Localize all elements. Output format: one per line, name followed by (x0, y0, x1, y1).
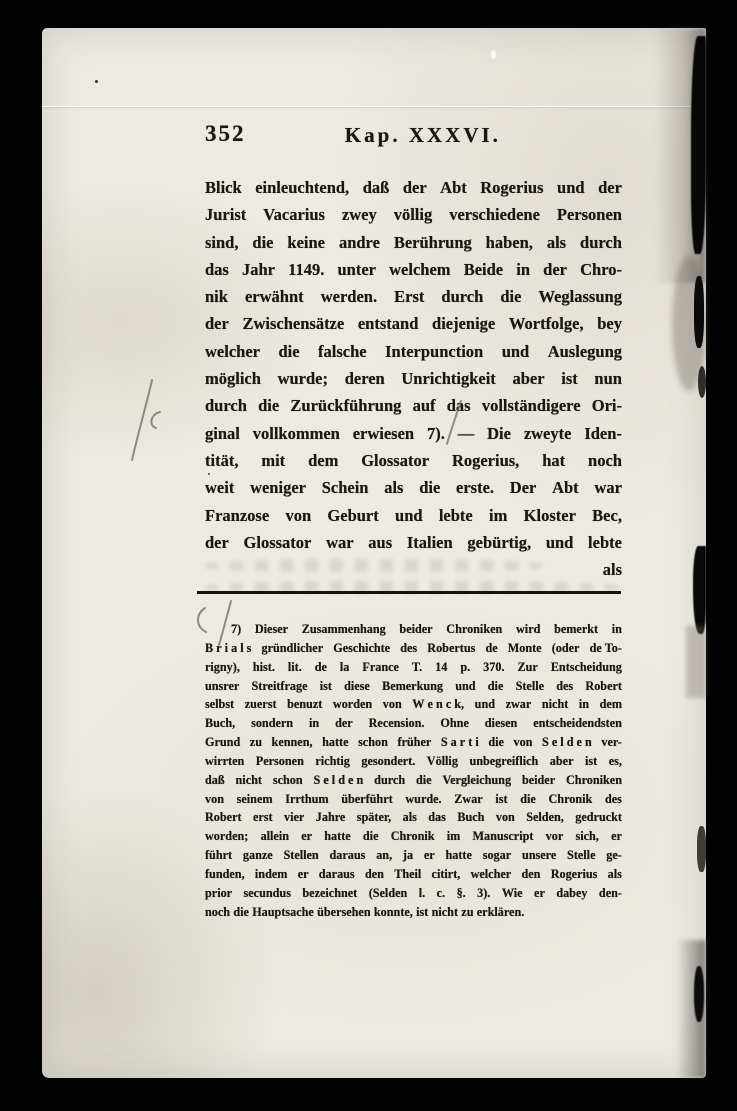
text-line: ginal vollkommen erwiesen 7). — Die zweyte Iden- (205, 423, 622, 443)
catchword: als (602, 560, 622, 579)
text-line: weit weniger Schein als die erste. Der Abt war (205, 478, 622, 498)
page-number: 352 (205, 121, 246, 146)
text-line: welcher die falsche Interpunction und Auslegung (205, 341, 622, 361)
text-line: durch die Zurückführung auf das vollständigere Ori- (205, 396, 622, 416)
text-line: funden, indem er daraus den Theil citirt, welcher den Rogerius als (205, 866, 622, 881)
text-line: möglich wurde; deren Unrichtigkeit aber ist nun (205, 369, 622, 389)
scan-edge-artifact (694, 966, 704, 1022)
text-line: das Jahr 1149. unter welchem Beide in der Chro- (205, 259, 622, 279)
text-line: nik erwähnt werden. Erst durch die Weglassung (205, 287, 622, 307)
text-line: Blick einleuchtend, daß der Abt Rogerius und der (205, 178, 622, 197)
text-line: noch die Hauptsache übersehen konnte, ist nicht zu erklären. (205, 904, 525, 919)
text-line: der Glossator war aus Italien gebürtig, und lebte (205, 532, 622, 552)
paper-flaw (491, 50, 496, 59)
scan-edge-artifact (693, 546, 706, 634)
scan-edge-artifact (691, 36, 706, 254)
scan-edge-artifact (697, 826, 706, 872)
text-line: wirrten Personen richtig gesondert. Völlig unbegreiflich aber ist es, (205, 753, 622, 768)
text-line: tität, mit dem Glossator Rogerius, hat noch (205, 450, 622, 470)
text-line: Grund zu kennen, hatte schon früher S a r t i die von S e l d e n ver- (205, 735, 622, 750)
text-line: 7) Dieser Zusammenhang beider Chroniken wird bemerkt in (231, 622, 622, 636)
text-line: unsrer Streitfrage ist diese Bemerkung und die Stelle des Robert (205, 678, 622, 693)
text-line: Jurist Vacarius zwey völlig verschiedene Personen (205, 205, 622, 225)
chapter-heading: Kap. XXXVI. (344, 123, 501, 147)
text-line: der Zwischensätze entstand diejenige Wortfolge, bey (205, 314, 622, 334)
text-line: Buch, sondern in der Recension. Ohne diesen entscheidendsten (205, 716, 622, 731)
showthrough-text-artifact (205, 559, 543, 572)
scan-edge-artifact (698, 366, 706, 398)
text-line: führt ganze Stellen daraus an, ja er hatte sogar unsere Stelle ge- (205, 848, 622, 863)
page-header (205, 121, 622, 153)
book-page (42, 28, 706, 1078)
text-line: worden; allein er hatte die Chronik im Manuscript vor sich, er (205, 829, 622, 844)
scan-edge-artifact (686, 626, 706, 698)
text-line: B r i a l s gründlicher Geschichte des Robertus de Monte (oder de To- (205, 640, 622, 655)
pencil-margin-squiggle (151, 412, 160, 428)
text-line: prior secundus bezeichnet (Selden l. c. §. 3). Wie er dabey den- (205, 885, 622, 900)
text-line: Franzose von Geburt und lebte im Kloster Bec, (205, 505, 622, 525)
ink-speck (95, 80, 98, 83)
text-line: rigny), hist. lit. de la France T. 14 p. 370. Zur Entscheidung (205, 659, 622, 674)
text-line: daß nicht schon S e l d e n durch die Vergleichung beider Chroniken (205, 772, 622, 787)
crease-line (42, 106, 706, 107)
text-line: sind, die keine andre Berührung haben, als durch (205, 232, 622, 252)
pencil-margin-slash (132, 380, 152, 460)
ink-speck (208, 473, 210, 475)
body-text (205, 174, 622, 556)
footnote-rule (197, 591, 621, 594)
text-line: von seinem Irrthum überführt wurde. Zwar ist die Chronik des (205, 791, 622, 806)
text-line: selbst zuerst benuzt worden von W e n c k, und zwar nicht in dem (205, 697, 622, 712)
text-line: Robert erst vier Jahre später, als das Buch von Selden, gedruckt (205, 810, 622, 825)
scan-edge-artifact (694, 276, 704, 348)
footnote-text (205, 620, 622, 922)
